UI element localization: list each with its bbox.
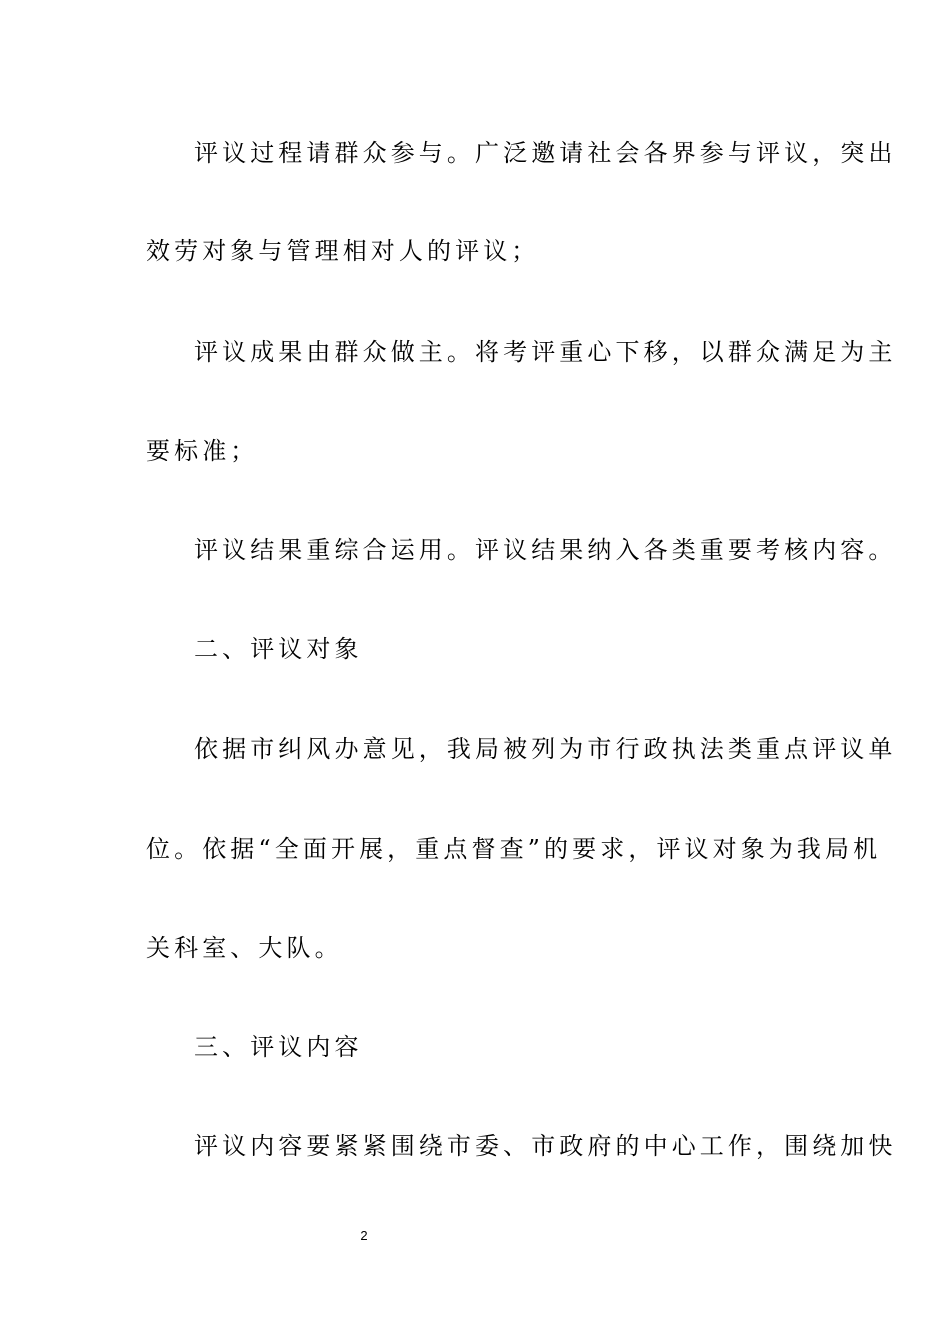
paragraph-line: 依据市纠风办意见，我局被列为市行政执法类重点评议单 xyxy=(194,735,897,763)
paragraph-line: 效劳对象与管理相对人的评议； xyxy=(146,237,540,265)
paragraph-line: 关科室、大队。 xyxy=(146,934,343,962)
paragraph-line: 评议成果由群众做主。将考评重心下移，以群众满足为主 xyxy=(194,338,897,366)
paragraph-line: 评议内容要紧紧围绕市委、市政府的中心工作，围绕加快 xyxy=(194,1132,897,1160)
paragraph-line: 评议结果重综合运用。评议结果纳入各类重要考核内容。 xyxy=(194,536,897,564)
section-heading: 二、评议对象 xyxy=(194,635,363,663)
section-heading: 三、评议内容 xyxy=(194,1033,363,1061)
paragraph-line: 要标准； xyxy=(146,437,259,465)
paragraph-line: 评议过程请群众参与。广泛邀请社会各界参与评议，突出 xyxy=(194,139,897,167)
page-number: 2 xyxy=(360,1228,368,1243)
paragraph-line: 位。依据“全面开展，重点督查”的要求，评议对象为我局机 xyxy=(146,835,882,863)
